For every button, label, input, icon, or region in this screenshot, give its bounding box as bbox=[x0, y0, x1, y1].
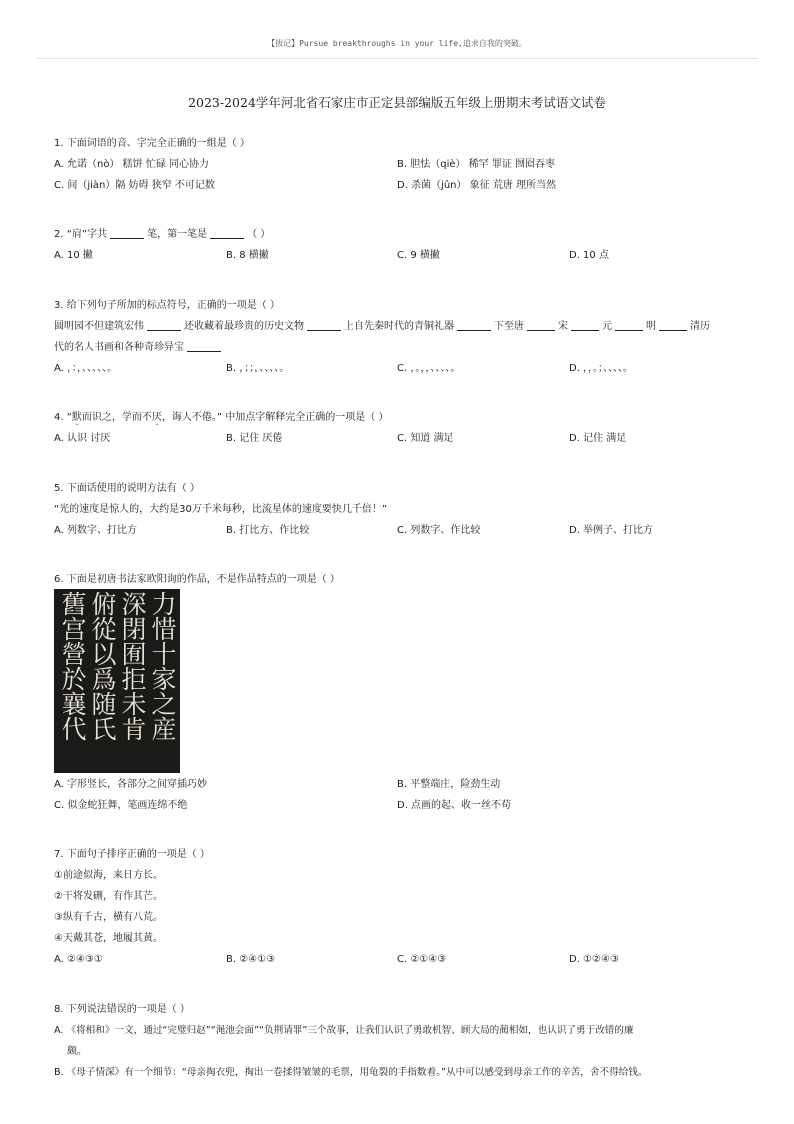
answer-blank[interactable] bbox=[307, 320, 341, 331]
answer-blank[interactable] bbox=[615, 320, 643, 331]
option-c[interactable]: C. ，。，，、、、、。 bbox=[397, 363, 461, 374]
option-c[interactable]: C. 似金蛇狂舞，笔画连绵不绝 bbox=[54, 800, 188, 811]
calligraphy-column: 深閉囿拒未肯 bbox=[118, 591, 147, 741]
option-b[interactable]: B. 平整端庄，险劲生动 bbox=[397, 779, 501, 790]
answer-blank[interactable] bbox=[110, 228, 144, 239]
option-a[interactable]: A. 允诺（nò） 糕饼 忙碌 同心协力 bbox=[54, 159, 210, 170]
question-stem: 3. 给下列句子所加的标点符号，正确的一项是（ ） bbox=[54, 300, 280, 311]
option-b[interactable]: B. ②④①③ bbox=[226, 954, 276, 965]
option-c[interactable]: C. ②①④③ bbox=[397, 954, 447, 965]
option-a[interactable]: A. ②④③① bbox=[54, 954, 103, 965]
option-d[interactable]: D. ①②④③ bbox=[569, 954, 619, 965]
question-stem: 2. “肩”字共 笔，第一笔是 （ ） bbox=[54, 229, 271, 240]
answer-blank[interactable] bbox=[210, 228, 244, 239]
option-c[interactable]: C. 知道 满足 bbox=[397, 433, 454, 444]
option-d[interactable]: D. 杀菌（jǔn） 象征 荒唐 理所当然 bbox=[397, 180, 557, 191]
option-d[interactable]: D. 记住 满足 bbox=[569, 433, 627, 444]
question-sentence: 圆明园不但建筑宏伟 还收藏着最珍贵的历史文物 上自先秦时代的青铜礼器 下至唐 宋 元 明 清历 bbox=[54, 321, 710, 332]
page-title: 2023-2024学年河北省石家庄市正定县部编版五年级上册期末考试语文试卷 bbox=[188, 95, 606, 110]
option-d[interactable]: D. 点画的起、收一丝不苟 bbox=[397, 800, 512, 811]
option-b[interactable]: B. 打比方、作比较 bbox=[226, 525, 310, 536]
sentence-1: ①前途似海，来日方长。 bbox=[54, 870, 163, 881]
sentence-3: ③纵有千古，横有八荒。 bbox=[54, 912, 163, 923]
answer-blank[interactable] bbox=[527, 320, 555, 331]
dotted-char: 厌 bbox=[151, 412, 162, 423]
option-c[interactable]: C. 列数字、作比较 bbox=[397, 525, 481, 536]
question-stem: 6. 下面是初唐书法家欧阳询的作品，不是作品特点的一项是（ ） bbox=[54, 574, 340, 585]
option-d[interactable]: D. ，，。；、、、、。 bbox=[569, 363, 634, 374]
answer-blank[interactable] bbox=[571, 320, 599, 331]
dotted-char: 默 bbox=[71, 412, 82, 423]
option-a-cont[interactable]: 颇。 bbox=[67, 1046, 87, 1057]
sentence-4: ④天戴其苍，地履其黄。 bbox=[54, 933, 163, 944]
option-a[interactable]: A. 认识 讨厌 bbox=[54, 433, 111, 444]
calligraphy-column: 俯從以爲随氏 bbox=[88, 591, 117, 741]
option-b[interactable]: B. 8 横撇 bbox=[226, 250, 269, 261]
question-stem: 5. 下面话使用的说明方法有（ ） bbox=[54, 483, 200, 494]
question-stem: 8. 下列说法错误的一项是（ ） bbox=[54, 1004, 190, 1015]
question-stem: 1. 下面词语的音、字完全正确的一组是（ ） bbox=[54, 138, 250, 149]
option-a[interactable]: A. ，：，、、、、、。 bbox=[54, 363, 118, 374]
question-stem: 7. 下面句子排序正确的一项是（ ） bbox=[54, 849, 210, 860]
answer-blank[interactable] bbox=[659, 320, 687, 331]
answer-blank[interactable] bbox=[187, 341, 221, 352]
calligraphy-image bbox=[54, 589, 180, 773]
sentence-2: ②干将发硎，有作其芒。 bbox=[54, 891, 163, 902]
option-b[interactable]: B. ，；；，、、、、。 bbox=[226, 363, 290, 374]
option-a[interactable]: A. 列数字、打比方 bbox=[54, 525, 138, 536]
option-a[interactable]: A. 10 撇 bbox=[54, 250, 93, 261]
header-divider bbox=[36, 58, 758, 59]
option-b[interactable]: B. 《母子情深》有一个细节：“母亲掏衣兜，掏出一卷揉得皱皱的毛票，用龟裂的手指数着。”从中可以感受到母亲工作的辛苦，舍不得给钱。 bbox=[54, 1067, 648, 1078]
option-a[interactable]: A. 《将相和》一文，通过“完璧归赵”“渑池会面”“负荆请罪”三个故事，让我们认识了勇敢机智、顾大局的蔺相如，也认识了勇于改错的廉 bbox=[54, 1025, 634, 1036]
option-a[interactable]: A. 字形竖长，各部分之间穿插巧妙 bbox=[54, 779, 208, 790]
question-sentence-cont: 代的名人书画和各种奇珍异宝 bbox=[54, 341, 224, 354]
option-d[interactable]: D. 10 点 bbox=[569, 250, 609, 261]
answer-blank[interactable] bbox=[457, 320, 491, 331]
question-quote: “光的速度是惊人的，大约是30万千米每秒，比流星体的速度要快几千倍！” bbox=[54, 504, 388, 515]
header-note: 【拔记】Pursue breakthroughs in your life,追求自我的突破。 bbox=[267, 39, 527, 48]
question-stem: 4. “默而识之，学而不厌，诲人不倦。” 中加点字解释完全正确的一项是（ ） bbox=[54, 412, 389, 423]
option-b[interactable]: B. 胆怯（qiè） 稀罕 罪证 囫囵吞枣 bbox=[397, 159, 556, 170]
answer-blank[interactable] bbox=[147, 320, 181, 331]
option-b[interactable]: B. 记住 厌倦 bbox=[226, 433, 283, 444]
option-c[interactable]: C. 9 横撇 bbox=[397, 250, 440, 261]
calligraphy-column: 力惜十家之産 bbox=[148, 591, 177, 741]
option-d[interactable]: D. 举例子、打比方 bbox=[569, 525, 654, 536]
calligraphy-column: 舊宫營於襄代 bbox=[58, 591, 87, 741]
option-c[interactable]: C. 间（jiàn）隔 妨碍 狭窄 不可记数 bbox=[54, 180, 215, 191]
